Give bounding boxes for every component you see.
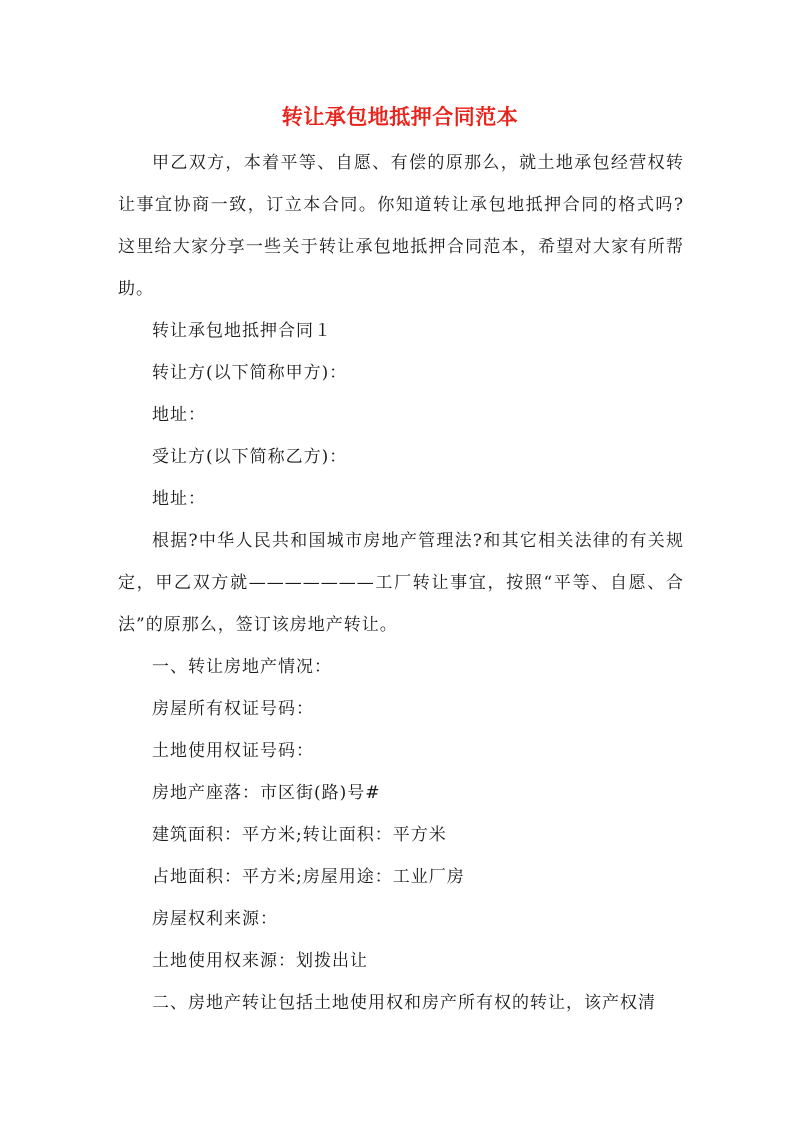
basis-paragraph: 根据?中华人民共和国城市房地产管理法?和其它相关法律的有关规定，甲乙双方就———————工厂转让事宜，按照“平等、自愿、合法”的原那么，签订该房地产转让。: [118, 531, 684, 635]
building-area-line: 建筑面积：平方米;转让面积：平方米: [152, 825, 447, 845]
house-source-line: 房屋权利来源：: [152, 909, 278, 929]
location-line: 房地产座落：市区街(路)号#: [152, 783, 381, 803]
land-area-line: 占地面积：平方米;房屋用途：工业厂房: [152, 867, 465, 887]
document-title: 转让承包地抵押合同范本: [281, 104, 519, 129]
land-source-line: 土地使用权来源：划拨出让: [152, 951, 368, 971]
section2-paragraph: 二、房地产转让包括土地使用权和房产所有权的转让，该产权清: [152, 993, 656, 1013]
house-cert-line: 房屋所有权证号码：: [152, 699, 314, 719]
land-cert-line: 土地使用权证号码：: [152, 741, 314, 761]
intro-paragraph: 甲乙双方，本着平等、自愿、有偿的原那么，就土地承包经营权转让事宜协商一致，订立本合同。你知道转让承包地抵押合同的格式吗?这里给大家分享一些关于转让承包地抵押合同范本，希望对大家有所帮助。: [118, 153, 684, 299]
transferee-address-line: 地址：: [152, 489, 206, 509]
transferee-line: 受让方(以下简称乙方)：: [152, 447, 348, 467]
contract-heading: 转让承包地抵押合同１: [152, 321, 332, 341]
transferor-address-line: 地址：: [152, 405, 206, 425]
transferor-line: 转让方(以下简称甲方)：: [152, 363, 348, 383]
section1-heading: 一、转让房地产情况：: [152, 657, 332, 677]
document-body: [118, 142, 684, 1024]
